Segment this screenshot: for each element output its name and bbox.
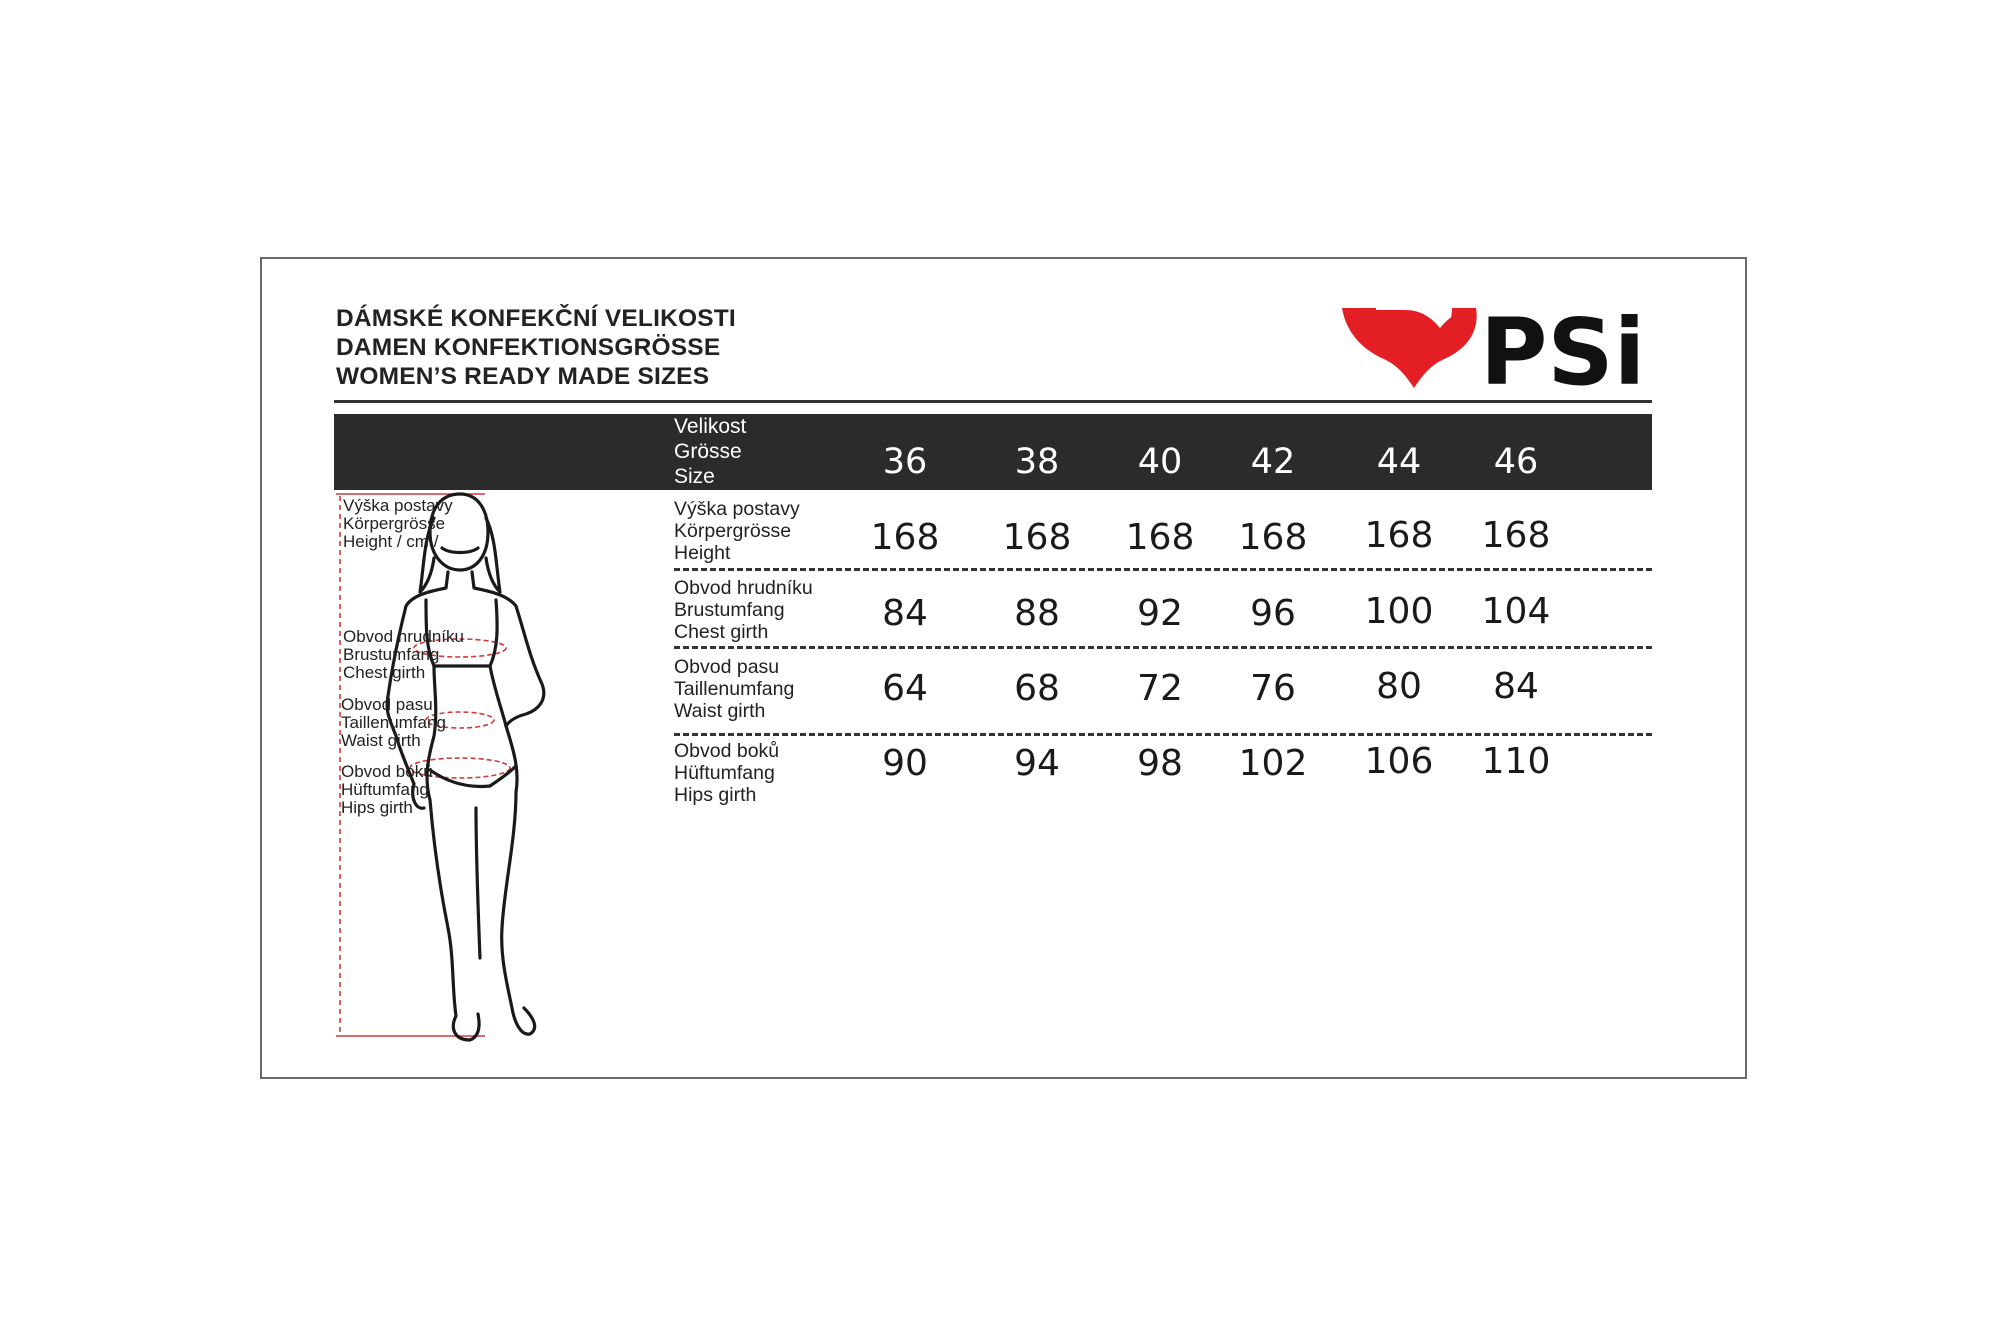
value-chest-46: 104	[1481, 591, 1551, 632]
chart-titles	[336, 304, 736, 391]
value-waist-44: 80	[1376, 666, 1422, 707]
psi-logo	[1340, 306, 1656, 392]
value-height-46: 168	[1481, 515, 1551, 556]
value-height-40: 168	[1125, 517, 1195, 558]
value-waist-36: 64	[882, 668, 928, 709]
size-44: 44	[1376, 442, 1422, 482]
size-38: 38	[1014, 442, 1060, 482]
figure-label-waist: Obvod pasu Taillenumfang Waist girth	[341, 695, 446, 750]
row-label-chest: Obvod hrudníku Brustumfang Chest girth	[674, 577, 813, 643]
value-chest-44: 100	[1364, 591, 1434, 632]
value-height-36: 168	[870, 517, 940, 558]
row-label-height: Výška postavy Körpergrösse Height	[674, 498, 800, 564]
value-chest-38: 88	[1014, 593, 1060, 634]
value-hips-40: 98	[1137, 743, 1183, 784]
row-divider	[674, 733, 1652, 736]
value-height-44: 168	[1364, 515, 1434, 556]
size-42: 42	[1250, 442, 1296, 482]
figure-label-height: Výška postavy Körpergrösse Height / cm /	[343, 496, 453, 551]
row-divider	[674, 646, 1652, 649]
value-waist-46: 84	[1493, 666, 1539, 707]
value-height-38: 168	[1002, 517, 1072, 558]
value-hips-36: 90	[882, 743, 928, 784]
header-rule	[334, 400, 1652, 403]
row-label-hips: Obvod boků Hüftumfang Hips girth	[674, 740, 780, 806]
size-40: 40	[1137, 442, 1183, 482]
title-czech: DÁMSKÉ KONFEKČNÍ VELIKOSTI	[336, 305, 736, 332]
title-english: WOMEN’S READY MADE SIZES	[336, 363, 710, 390]
title-german: DAMEN KONFEKTIONSGRÖSSE	[336, 334, 721, 361]
value-chest-42: 96	[1250, 593, 1296, 634]
size-46: 46	[1493, 442, 1539, 482]
size-header-label: Velikost Grösse Size	[674, 415, 747, 488]
value-hips-46: 110	[1481, 741, 1551, 782]
value-height-42: 168	[1238, 517, 1308, 558]
value-chest-40: 92	[1137, 593, 1183, 634]
figure-label-chest: Obvod hrudníku Brustumfang Chest girth	[343, 627, 464, 682]
value-hips-44: 106	[1364, 741, 1434, 782]
value-waist-42: 76	[1250, 668, 1296, 709]
value-waist-38: 68	[1014, 668, 1060, 709]
value-waist-40: 72	[1137, 668, 1183, 709]
value-chest-36: 84	[882, 593, 928, 634]
value-hips-42: 102	[1238, 743, 1308, 784]
figure-label-hips: Obvod boků Hüftumfang Hips girth	[341, 762, 433, 817]
value-hips-38: 94	[1014, 743, 1060, 784]
row-label-waist: Obvod pasu Taillenumfang Waist girth	[674, 656, 795, 722]
row-divider	[674, 568, 1652, 571]
psi-logo-text: PSi	[1480, 306, 1646, 392]
size-36: 36	[882, 442, 928, 482]
